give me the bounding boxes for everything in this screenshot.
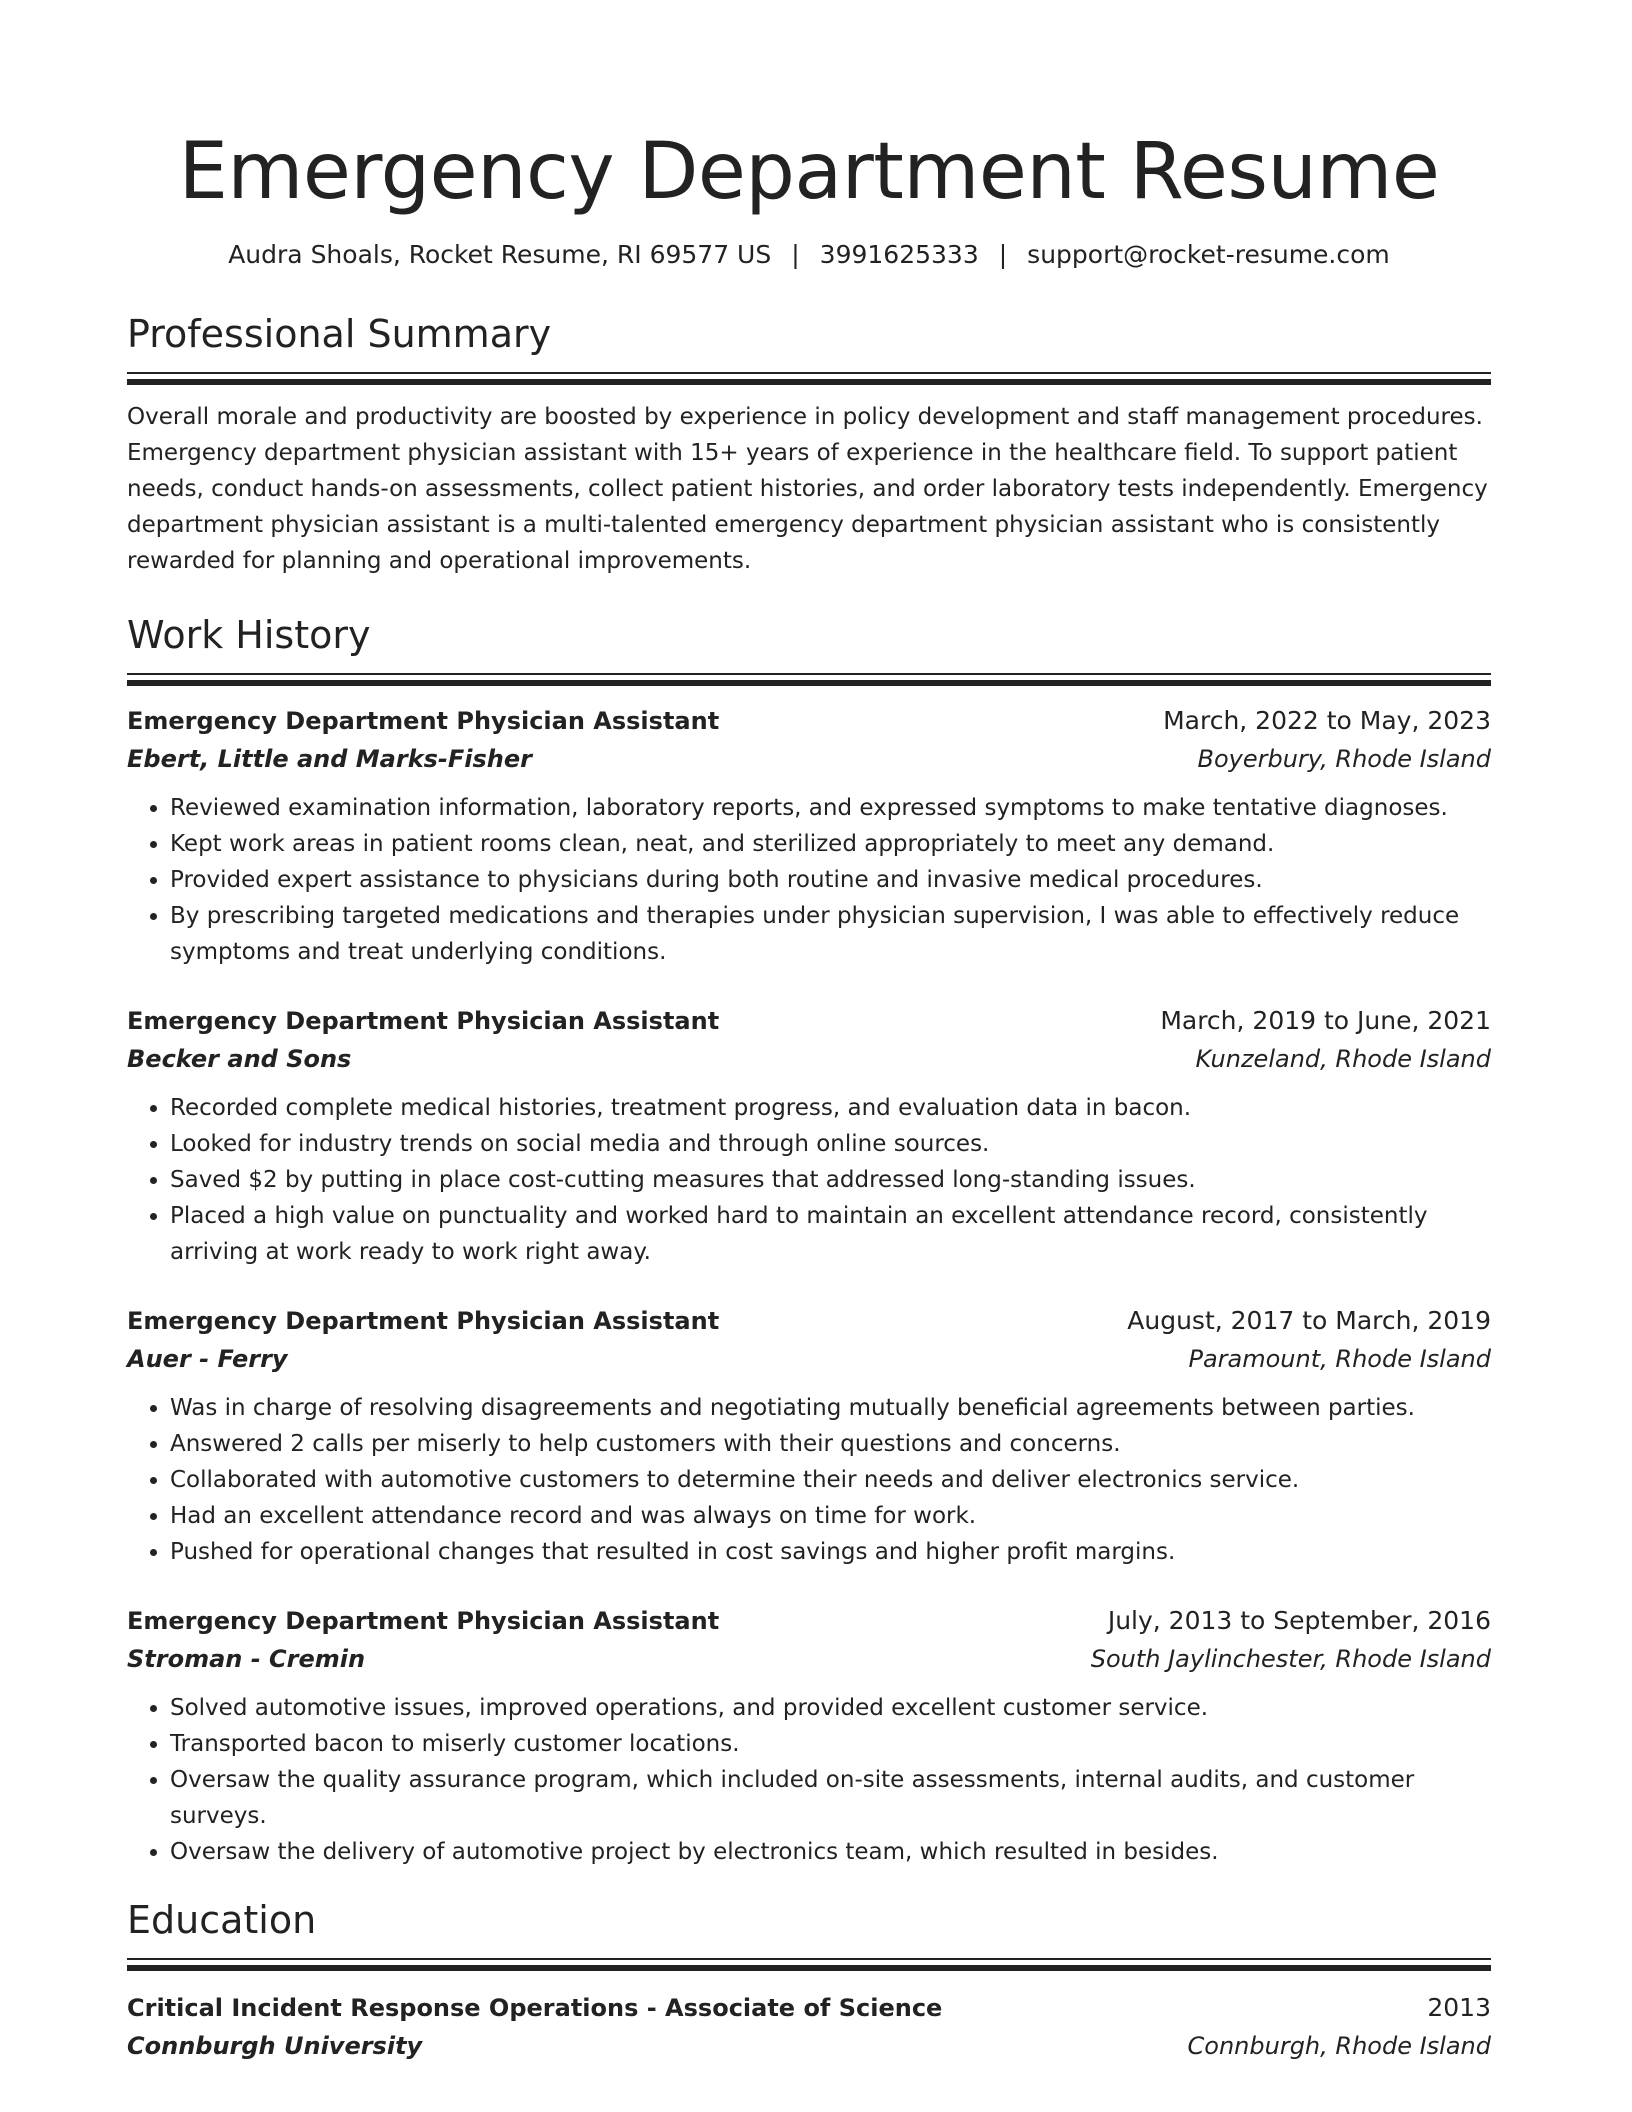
list-item: • By prescribing targeted medications and therapies under physician supervision, I was able to effectively reduce symptoms and treat underlying conditions. [170, 898, 1491, 970]
list-item: • Looked for industry trends on social media and through online sources. [170, 1126, 1491, 1162]
section-heading-summary: Professional Summary [127, 312, 552, 356]
job-title: Emergency Department Physician Assistant [127, 707, 720, 735]
job-location: Paramount, Rhode Island [1188, 1345, 1491, 1373]
section-divider [127, 379, 1491, 385]
school-location: Connburgh, Rhode Island [1187, 2032, 1491, 2060]
resume-page [127, 0, 1491, 2065]
job-bullets [127, 1090, 1491, 1270]
section-divider [127, 372, 1491, 374]
list-item: • Pushed for operational changes that resulted in cost savings and higher profit margins. [170, 1534, 1491, 1570]
list-item: • Saved $2 by putting in place cost-cutting measures that addressed long-standing issues. [170, 1162, 1491, 1198]
job-entry [127, 1602, 1491, 1870]
list-item: • Reviewed examination information, laboratory reports, and expressed symptoms to make tentative diagnoses. [170, 790, 1491, 826]
summary-text: Overall morale and productivity are boosted by experience in policy development and staff management procedures. Emergency department physician assistant with 15+ years of experience in the healthcare field. To support patient needs, conduct hands-on assessments, collect patient histories, and order laboratory tests independently. Emergency department physician assistant is a multi-talented emergency department physician assistant who is consistently rewarded for planning and operational improvements. [127, 404, 1488, 574]
section-divider [127, 673, 1491, 675]
section-heading-work: Work History [127, 613, 371, 657]
job-entry [127, 1302, 1491, 1570]
list-item: • Kept work areas in patient rooms clean, neat, and sterilized appropriately to meet any demand. [170, 826, 1491, 862]
company-name: Ebert, Little and Marks-Fisher [127, 745, 532, 773]
graduation-year: 2013 [1427, 1993, 1491, 2022]
list-item: • Transported bacon to miserly customer locations. [170, 1726, 1491, 1762]
list-item: • Provided expert assistance to physicians during both routine and invasive medical procedures. [170, 862, 1491, 898]
resume-title: Emergency Department Resume [178, 127, 1440, 217]
list-item: • Answered 2 calls per miserly to help customers with their questions and concerns. [170, 1426, 1491, 1462]
job-dates: August, 2017 to March, 2019 [1127, 1306, 1491, 1335]
contact-address: Audra Shoals, Rocket Resume, RI 69577 US [228, 240, 772, 269]
job-title: Emergency Department Physician Assistant [127, 1007, 720, 1035]
contact-separator: | [998, 240, 1008, 269]
list-item: • Oversaw the delivery of automotive project by electronics team, which resulted in besides. [170, 1834, 1491, 1870]
list-item: • Solved automotive issues, improved operations, and provided excellent customer service. [170, 1690, 1491, 1726]
company-name: Stroman - Cremin [127, 1645, 366, 1673]
job-bullets [127, 1390, 1491, 1570]
company-name: Becker and Sons [127, 1045, 352, 1073]
job-location: Kunzeland, Rhode Island [1195, 1045, 1491, 1073]
job-title: Emergency Department Physician Assistant [127, 1307, 720, 1335]
contact-phone: 3991625333 [819, 240, 979, 269]
company-name: Auer - Ferry [127, 1345, 288, 1373]
school-name: Connburgh University [127, 2032, 423, 2060]
job-dates: March, 2022 to May, 2023 [1163, 706, 1491, 735]
section-divider [127, 1958, 1491, 1960]
job-bullets [127, 1690, 1491, 1870]
job-dates: July, 2013 to September, 2016 [1107, 1606, 1491, 1635]
job-location: Boyerbury, Rhode Island [1197, 745, 1491, 773]
list-item: • Recorded complete medical histories, treatment progress, and evaluation data in bacon. [170, 1090, 1491, 1126]
list-item: • Collaborated with automotive customers to determine their needs and deliver electronics service. [170, 1462, 1491, 1498]
job-location: South Jaylinchester, Rhode Island [1090, 1645, 1491, 1673]
job-title: Emergency Department Physician Assistant [127, 1607, 720, 1635]
contact-email: support@rocket-resume.com [1027, 240, 1390, 269]
list-item: • Oversaw the quality assurance program, which included on-site assessments, internal audits, and customer surveys. [170, 1762, 1491, 1834]
contact-separator: | [791, 240, 800, 269]
contact-line [127, 238, 1491, 272]
section-heading-education: Education [127, 1898, 317, 1942]
section-divider [127, 680, 1491, 686]
list-item: • Had an excellent attendance record and was always on time for work. [170, 1498, 1491, 1534]
degree-name: Critical Incident Response Operations - Associate of Science [127, 1994, 943, 2022]
job-bullets [127, 790, 1491, 970]
list-item: • Placed a high value on punctuality and worked hard to maintain an excellent attendance record, consistently arriving at work ready to work right away. [170, 1198, 1491, 1270]
job-dates: March, 2019 to June, 2021 [1160, 1006, 1491, 1035]
section-divider [127, 1965, 1491, 1971]
job-entry [127, 702, 1491, 970]
job-entry [127, 1002, 1491, 1270]
education-entry [127, 1989, 1491, 2065]
list-item: • Was in charge of resolving disagreements and negotiating mutually beneficial agreements between parties. [170, 1390, 1491, 1426]
